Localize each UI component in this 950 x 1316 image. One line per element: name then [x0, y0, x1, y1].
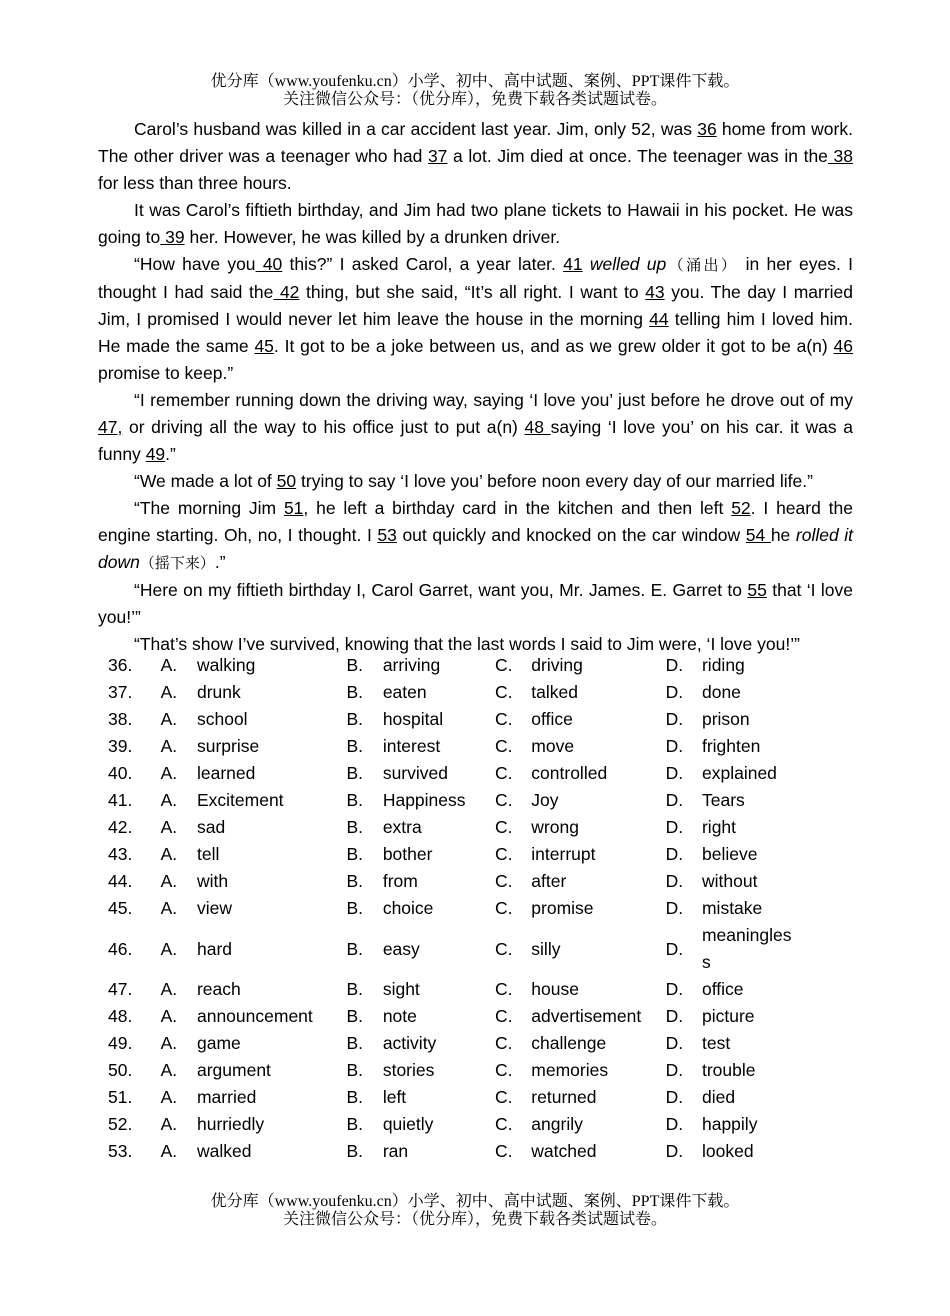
option-letter: D. [665, 1060, 684, 1080]
option-letter: D. [665, 1141, 684, 1161]
text [583, 254, 590, 274]
option-b-text: survived [382, 763, 448, 783]
option-letter: B. [346, 1114, 364, 1134]
option-d-text: mistake [701, 898, 763, 918]
option-letter: D. [665, 898, 684, 918]
option-letter: C. [494, 709, 513, 729]
blank-45: 45 [254, 336, 274, 356]
option-a-text: walking [196, 655, 256, 675]
option-d-text: riding [701, 655, 745, 675]
question-row [98, 787, 798, 814]
option-d-text: without [701, 871, 758, 891]
option-letter: B. [346, 979, 364, 999]
option-letter: A. [160, 682, 178, 702]
question-number: 43. [108, 844, 133, 864]
option-c-text: driving [531, 655, 583, 675]
question-number: 44. [108, 871, 133, 891]
option-b-text: easy [382, 938, 420, 959]
option-c-text: returned [531, 1087, 597, 1107]
text: Carol’s husband was killed in a car accident last year. Jim, only 52, was [134, 119, 698, 139]
question-number: 37. [108, 682, 133, 702]
page-footer [0, 1193, 950, 1229]
option-letter: D. [665, 938, 684, 959]
option-a-text: game [196, 1033, 241, 1053]
option-letter: A. [160, 979, 178, 999]
option-letter: B. [346, 1006, 364, 1026]
question-row [98, 922, 798, 976]
question-number: 36. [108, 655, 133, 675]
option-letter: A. [160, 871, 178, 891]
option-letter: C. [494, 763, 513, 783]
option-b-text: arriving [382, 655, 441, 675]
text: “How have you [134, 254, 256, 274]
text: for less than three hours. [98, 173, 292, 193]
text: “The morning Jim [134, 498, 284, 518]
text: home from work. The other driver was a teenager who had [98, 119, 853, 166]
option-letter: C. [494, 898, 513, 918]
option-b-text: interest [382, 736, 441, 756]
option-letter: C. [494, 817, 513, 837]
option-letter: C. [494, 938, 513, 959]
blank-54: 54 [745, 525, 771, 545]
option-letter: D. [665, 871, 684, 891]
blank-43: 43 [645, 282, 665, 302]
blank-52: 52 [731, 498, 751, 518]
option-letter: D. [665, 763, 684, 783]
option-letter: C. [494, 790, 513, 810]
text: .” [165, 444, 176, 464]
question-row [98, 868, 798, 895]
text: , he left a birthday card in the kitchen and then left [303, 498, 732, 518]
option-a-text: walked [196, 1141, 252, 1161]
text: “Here on my fiftieth birthday I, Carol Garret, want you, Mr. James. E. Garret to [134, 580, 748, 600]
option-a-text: tell [196, 844, 220, 864]
question-row [98, 1111, 798, 1138]
blank-40: 40 [255, 254, 283, 274]
options-body [98, 652, 798, 1165]
question-row [98, 841, 798, 868]
option-a-text: drunk [196, 682, 241, 702]
blank-48: 48 [524, 417, 551, 437]
option-letter: D. [665, 1114, 684, 1134]
option-b-text: choice [382, 898, 434, 918]
text: . I heard the engine starting. Oh, no, I thought. I [98, 498, 853, 545]
option-letter: A. [160, 1114, 178, 1134]
text: in her eyes. I thought I had said the [98, 254, 853, 302]
option-b-text: activity [382, 1033, 437, 1053]
question-number: 40. [108, 763, 133, 783]
option-c-text: watched [531, 1141, 597, 1161]
option-c-text: challenge [531, 1033, 607, 1053]
option-a-text: married [196, 1087, 257, 1107]
option-b-text: ran [382, 1141, 409, 1161]
option-letter: B. [346, 1033, 364, 1053]
paragraph-7 [98, 577, 853, 631]
question-row [98, 895, 798, 922]
header-line-2: 关注微信公众号：（优分库），免费下载各类试题试卷。 [282, 91, 667, 108]
option-letter: A. [160, 1060, 178, 1080]
option-letter: A. [160, 1006, 178, 1026]
blank-53: 53 [377, 525, 397, 545]
option-a-text: with [196, 871, 229, 891]
option-a-text: surprise [196, 736, 260, 756]
blank-46: 46 [833, 336, 853, 356]
option-letter: D. [665, 979, 684, 999]
option-letter: D. [665, 1033, 684, 1053]
option-letter: D. [665, 709, 684, 729]
option-b-text: sight [382, 979, 420, 999]
page-header [0, 73, 950, 109]
option-b-text: hospital [382, 709, 444, 729]
question-number: 52. [108, 1114, 133, 1134]
option-d-text: right [701, 817, 737, 837]
option-b-text: left [382, 1087, 407, 1107]
option-letter: D. [665, 1006, 684, 1026]
question-row [98, 679, 798, 706]
question-number: 39. [108, 736, 133, 756]
text: It was Carol’s fiftieth birthday, and Jim had two plane tickets to Hawaii in his pocket. He was going to [98, 200, 853, 247]
option-d-text: died [701, 1087, 736, 1107]
option-b-text: extra [382, 817, 422, 837]
paragraph-4 [98, 387, 853, 468]
question-row [98, 1003, 798, 1030]
option-letter: C. [494, 655, 513, 675]
blank-38: 38 [827, 146, 853, 166]
option-letter: A. [160, 938, 178, 959]
blank-55: 55 [747, 580, 767, 600]
option-letter: B. [346, 682, 364, 702]
option-a-text: learned [196, 763, 256, 783]
blank-44: 44 [649, 309, 669, 329]
option-letter: B. [346, 790, 364, 810]
option-letter: A. [160, 709, 178, 729]
question-number: 53. [108, 1141, 133, 1161]
text: . It got to be a joke between us, and as we grew older it got to be a(n) [273, 336, 834, 356]
option-a-text: hard [196, 938, 233, 959]
option-c-text: angrily [531, 1114, 583, 1134]
text: “That’s show I’ve survived, knowing that the last words I said to Jim were, ‘I love you!’” [134, 634, 800, 654]
option-letter: C. [494, 1060, 513, 1080]
chinese-gloss: （摇下来） [139, 554, 215, 572]
question-row [98, 1084, 798, 1111]
option-letter: D. [665, 817, 684, 837]
option-d-text: frighten [701, 736, 761, 756]
text: that ‘I love you!’” [98, 580, 853, 627]
option-letter: A. [160, 1033, 178, 1053]
option-d-text: believe [701, 844, 758, 864]
option-letter: B. [346, 763, 364, 783]
option-letter: A. [160, 736, 178, 756]
option-letter: A. [160, 1141, 178, 1161]
option-c-text: interrupt [531, 844, 596, 864]
question-number: 49. [108, 1033, 133, 1053]
paragraph-3 [98, 251, 853, 387]
options-table [98, 652, 798, 1165]
option-letter: D. [665, 844, 684, 864]
header-line-1: 优分库（www.youfenku.cn）小学、初中、高中试题、案例、PPT课件下载。 [210, 73, 740, 90]
question-row [98, 760, 798, 787]
option-letter: C. [494, 871, 513, 891]
option-c-text: promise [531, 898, 594, 918]
option-c-text: wrong [531, 817, 579, 837]
text: saying ‘I love you’ on his car. it was a funny [98, 417, 853, 464]
option-d-text: Tears [701, 790, 745, 810]
blank-37: 37 [427, 146, 448, 166]
option-d-text: trouble [701, 1060, 756, 1080]
option-letter: A. [160, 817, 178, 837]
footer-line-1: 优分库（www.youfenku.cn）小学、初中、高中试题、案例、PPT课件下载。 [210, 1193, 740, 1210]
question-number: 47. [108, 979, 133, 999]
text: trying to say ‘I love you’ before noon every day of our married life.” [296, 471, 813, 491]
option-letter: B. [346, 1141, 364, 1161]
option-letter: D. [665, 736, 684, 756]
question-row [98, 733, 798, 760]
option-c-text: memories [531, 1060, 609, 1080]
paragraph-1 [98, 116, 853, 197]
option-letter: D. [665, 655, 684, 675]
option-d-text: meaningless [701, 925, 792, 972]
option-a-text: argument [196, 1060, 271, 1080]
option-b-text: quietly [382, 1114, 434, 1134]
text: out quickly and knocked on the car window [396, 525, 746, 545]
option-letter: B. [346, 709, 364, 729]
italic-phrase: welled up [589, 254, 667, 274]
option-a-text: school [196, 709, 248, 729]
text: “We made a lot of [134, 471, 277, 491]
option-b-text: note [382, 1006, 417, 1026]
option-letter: C. [494, 979, 513, 999]
option-b-text: Happiness [382, 790, 466, 810]
option-letter: A. [160, 790, 178, 810]
option-letter: C. [494, 736, 513, 756]
option-letter: A. [160, 655, 178, 675]
text: telling him I loved him. He made the same [98, 309, 853, 356]
option-letter: B. [346, 871, 364, 891]
option-a-text: hurriedly [196, 1114, 265, 1134]
question-row [98, 814, 798, 841]
option-d-text: happily [701, 1114, 758, 1134]
option-letter: D. [665, 682, 684, 702]
question-number: 42. [108, 817, 133, 837]
option-letter: B. [346, 817, 364, 837]
option-letter: B. [346, 938, 364, 959]
text: you. The day I married Jim, I promised I would never let him leave the house in the morning [98, 282, 854, 329]
blank-51: 51 [283, 498, 304, 518]
text: .” [214, 552, 226, 572]
option-d-text: looked [701, 1141, 754, 1161]
text: he [770, 525, 796, 545]
option-letter: D. [665, 1087, 684, 1107]
option-c-text: silly [531, 938, 561, 959]
option-d-text: prison [701, 709, 750, 729]
option-letter: B. [346, 898, 364, 918]
question-number: 48. [108, 1006, 133, 1026]
option-letter: D. [665, 790, 684, 810]
footer-line-2: 关注微信公众号：（优分库），免费下载各类试题试卷。 [282, 1211, 667, 1228]
paragraph-6 [98, 495, 853, 577]
option-c-text: house [531, 979, 579, 999]
option-b-text: bother [382, 844, 433, 864]
question-number: 38. [108, 709, 133, 729]
option-letter: C. [494, 682, 513, 702]
option-letter: C. [494, 1033, 513, 1053]
blank-42: 42 [273, 282, 300, 302]
text: or driving all the way to his office just to put a(n) [122, 417, 525, 437]
option-d-text: office [701, 979, 744, 999]
option-letter: C. [494, 1114, 513, 1134]
option-c-text: Joy [531, 790, 559, 810]
option-d-text: done [701, 682, 741, 702]
paragraph-5 [98, 468, 853, 495]
option-c-text: office [531, 709, 573, 729]
text: a lot. Jim died at once. The teenager was in the [447, 146, 828, 166]
text: her. However, he was killed by a drunken driver. [184, 227, 561, 247]
cloze-passage [98, 116, 853, 658]
question-row [98, 652, 798, 679]
option-c-text: advertisement [531, 1006, 642, 1026]
option-c-text: after [531, 871, 567, 891]
option-letter: A. [160, 844, 178, 864]
question-row [98, 1030, 798, 1057]
question-number: 46. [108, 938, 133, 959]
question-row [98, 1138, 798, 1165]
option-a-text: view [196, 898, 232, 918]
option-letter: C. [494, 1087, 513, 1107]
blank-39: 39 [160, 227, 185, 247]
blank-50: 50 [276, 471, 297, 491]
blank-36: 36 [697, 119, 717, 139]
option-d-text: explained [701, 763, 777, 783]
option-letter: B. [346, 655, 364, 675]
paragraph-2 [98, 197, 853, 251]
option-letter: B. [346, 844, 364, 864]
text: thing, but she said, “It’s all right. I want to [299, 282, 646, 302]
question-row [98, 1057, 798, 1084]
option-a-text: sad [196, 817, 226, 837]
text: “I remember running down the driving way, saying ‘I love you’ just before he drove out of my [134, 390, 853, 410]
option-b-text: from [382, 871, 418, 891]
question-number: 45. [108, 898, 133, 918]
option-a-text: Excitement [196, 790, 284, 810]
option-d-text: picture [701, 1006, 755, 1026]
option-letter: B. [346, 1060, 364, 1080]
option-a-text: announcement [196, 1006, 313, 1026]
option-c-text: controlled [531, 763, 608, 783]
option-a-text: reach [196, 979, 241, 999]
option-letter: A. [160, 1087, 178, 1107]
question-row [98, 706, 798, 733]
question-number: 41. [108, 790, 133, 810]
blank-49: 49 [145, 444, 166, 464]
option-d-text: test [701, 1033, 731, 1053]
italic-phrase: rolled it down [98, 525, 854, 572]
option-letter: C. [494, 1141, 513, 1161]
option-c-text: move [531, 736, 575, 756]
text: promise to keep.” [98, 363, 234, 383]
option-b-text: stories [382, 1060, 435, 1080]
option-letter: B. [346, 736, 364, 756]
blank-41: 41 [563, 254, 583, 274]
blank-47: 47, [98, 417, 123, 437]
option-letter: B. [346, 1087, 364, 1107]
option-letter: A. [160, 763, 178, 783]
chinese-gloss: （涌出） [666, 256, 739, 274]
question-number: 50. [108, 1060, 133, 1080]
option-b-text: eaten [382, 682, 427, 702]
option-c-text: talked [531, 682, 578, 702]
option-letter: A. [160, 898, 178, 918]
question-number: 51. [108, 1087, 133, 1107]
text: this?” I asked Carol, a year later. [282, 254, 564, 274]
option-letter: C. [494, 1006, 513, 1026]
option-letter: C. [494, 844, 513, 864]
question-row [98, 976, 798, 1003]
